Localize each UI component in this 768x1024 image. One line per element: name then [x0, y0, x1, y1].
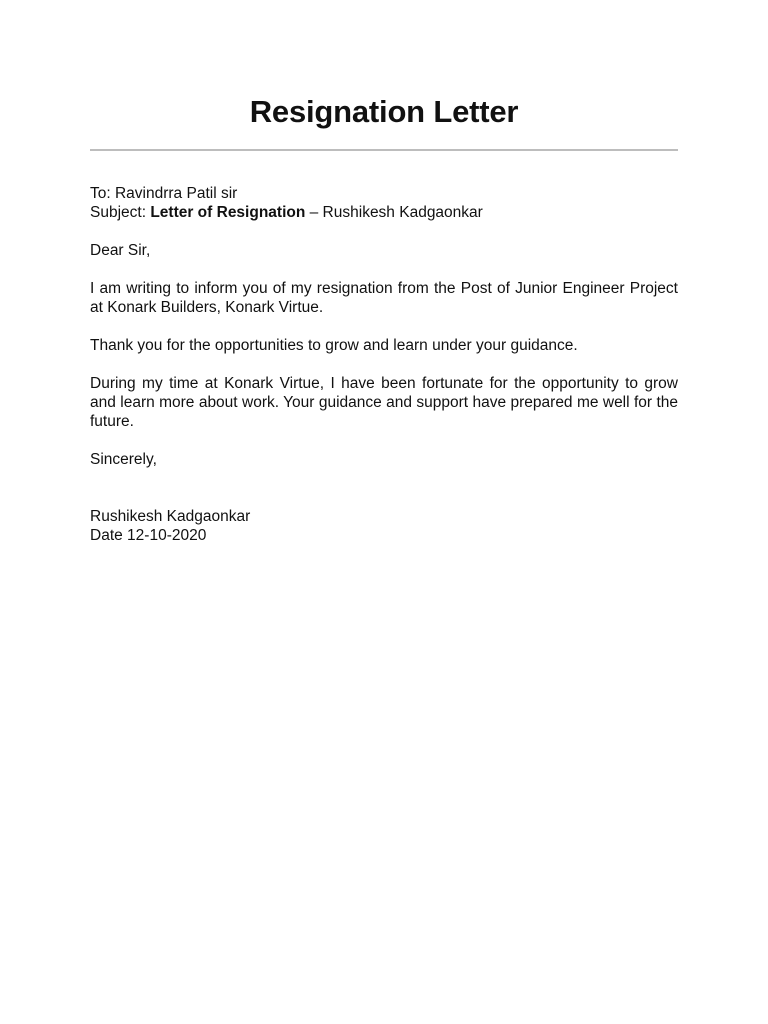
subject-suffix: – Rushikesh Kadgaonkar [305, 204, 483, 221]
salutation: Dear Sir, [90, 242, 151, 259]
subject-prefix: Subject: [90, 204, 151, 221]
paragraph-resignation: I am writing to inform you of my resignation from the Post of Junior Engineer Project at Konark Builders, Konark Virtue. [90, 280, 678, 316]
subject-line [90, 203, 678, 222]
date-line: Date 12-10-2020 [90, 527, 207, 544]
recipient-line: To: Ravindrra Patil sir [90, 185, 238, 202]
document-title: Resignation Letter [249, 94, 519, 129]
signature-name: Rushikesh Kadgaonkar [90, 508, 251, 525]
letter-body [90, 184, 678, 545]
paragraph-experience: During my time at Konark Virtue, I have been fortunate for the opportunity to grow and learn more about work. Your guidance and support have prepared me well for the future. [90, 375, 678, 430]
closing: Sincerely, [90, 451, 157, 468]
paragraph-thanks: Thank you for the opportunities to grow and learn under your guidance. [90, 337, 578, 354]
title-divider [90, 149, 678, 151]
subject-title: Letter of Resignation [150, 204, 306, 221]
